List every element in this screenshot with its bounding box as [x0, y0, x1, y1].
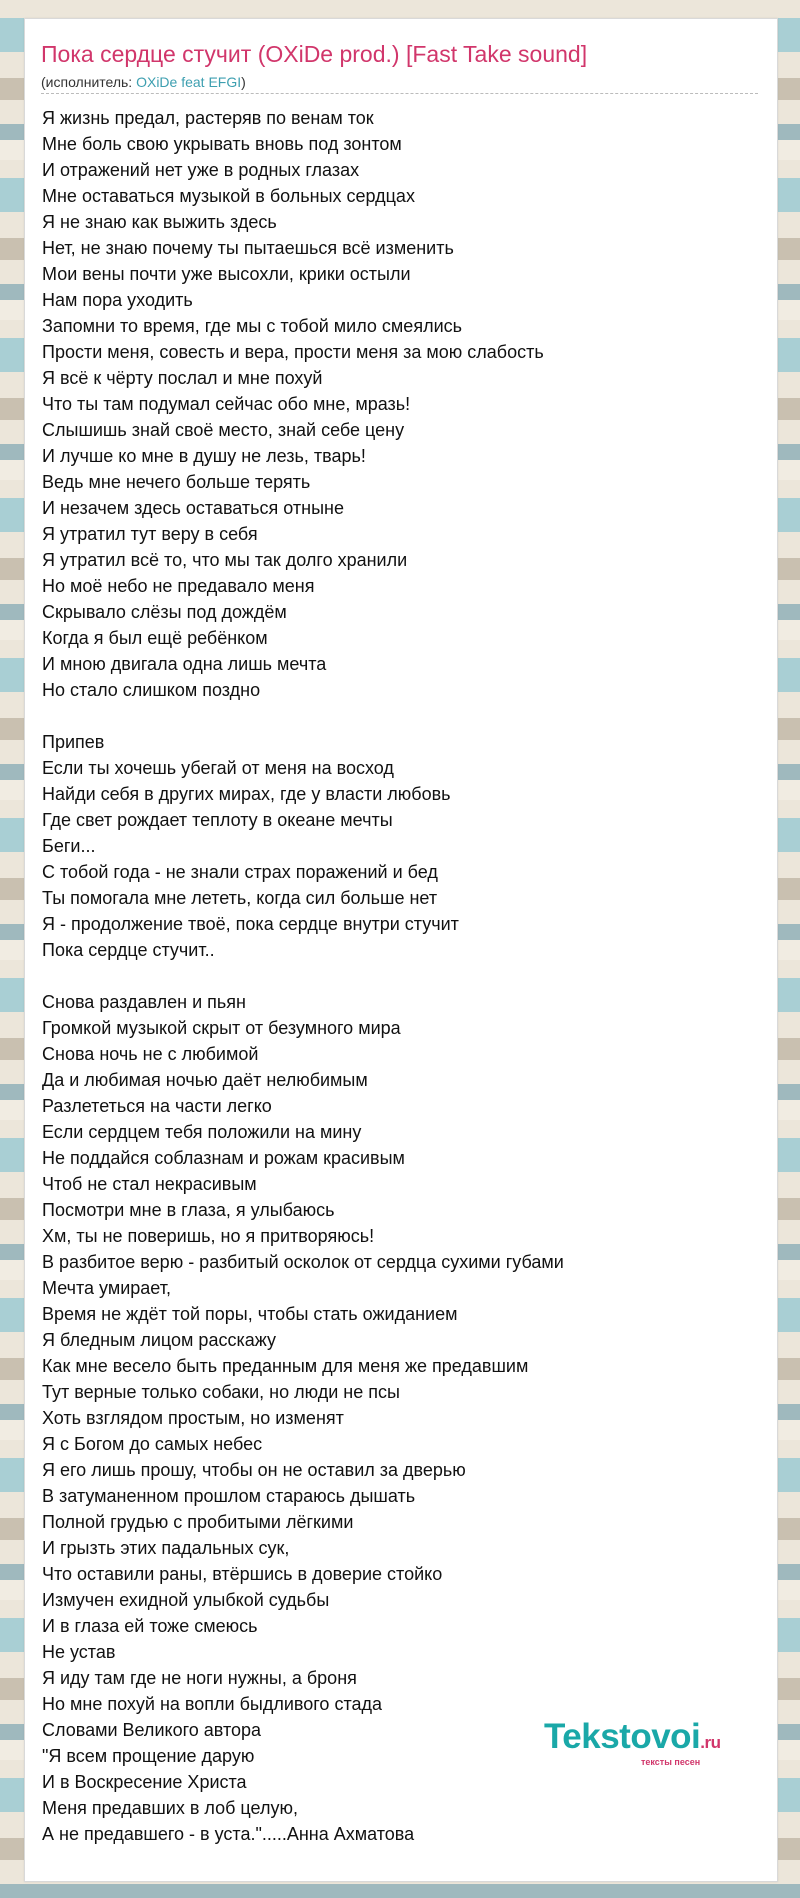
lyrics-line: Если ты хочешь убегай от меня на восход — [42, 758, 394, 778]
lyrics-line: Что ты там подумал сейчас обо мне, мразь! — [42, 394, 411, 414]
page-title: Пока сердце стучит (OXiDe prod.) [Fast Take sound] — [41, 41, 588, 67]
lyrics-line: Чтоб не стал некрасивым — [42, 1174, 257, 1194]
lyrics-line: Хм, ты не поверишь, но я притворяюсь! — [42, 1226, 375, 1246]
lyrics-line: И лучше ко мне в душу не лезь, тварь! — [42, 446, 366, 466]
lyrics-line: Полной грудью с пробитыми лёгкими — [42, 1512, 354, 1532]
lyrics-line: Я иду там где не ноги нужны, а броня — [42, 1668, 357, 1688]
lyrics-line: "Я всем прощение дарую — [42, 1746, 255, 1766]
lyrics-line: Снова раздавлен и пьян — [42, 992, 246, 1012]
lyrics-line: Время не ждёт той поры, чтобы стать ожиданием — [42, 1304, 458, 1324]
lyrics-line: Громкой музыкой скрыт от безумного мира — [42, 1018, 401, 1038]
divider — [41, 93, 758, 94]
lyrics-line: Я его лишь прошу, чтобы он не оставил за дверью — [42, 1460, 466, 1480]
lyrics-line: И незачем здесь оставаться отныне — [42, 498, 344, 518]
artist-prefix: (исполнитель: — [41, 74, 137, 90]
lyrics-line: Тут верные только собаки, но люди не псы — [42, 1382, 400, 1402]
lyrics-line: Я с Богом до самых небес — [42, 1434, 263, 1454]
lyrics-line: Я бледным лицом расскажу — [42, 1330, 276, 1350]
lyrics-line: Прости меня, совесть и вера, прости меня за мою слабость — [42, 342, 544, 362]
lyrics-line: Слышишь знай своё место, знай себе цену — [42, 420, 405, 440]
lyrics-text — [42, 105, 757, 1847]
lyrics-line: Припев — [42, 732, 105, 752]
lyrics-line: Но стало слишком поздно — [42, 680, 261, 700]
logo-name: Tekstovoi — [544, 1717, 701, 1756]
lyrics-line: Я утратил тут веру в себя — [42, 524, 258, 544]
lyrics-line: Если сердцем тебя положили на мину — [42, 1122, 362, 1142]
lyrics-line: Измучен ехидной улыбкой судьбы — [42, 1590, 330, 1610]
lyrics-line: Словами Великого автора — [42, 1720, 262, 1740]
lyrics-line: Я не знаю как выжить здесь — [42, 212, 277, 232]
artist-line — [41, 74, 246, 90]
lyrics-line: Я всё к чёрту послал и мне похуй — [42, 368, 323, 388]
lyrics-line: Запомни то время, где мы с тобой мило смеялись — [42, 316, 463, 336]
lyrics-line: Где свет рождает теплоту в океане мечты — [42, 810, 393, 830]
lyrics-line: Но мне похуй на вопли быдливого стада — [42, 1694, 383, 1714]
lyrics-line: Разлететься на части легко — [42, 1096, 272, 1116]
lyrics-line: И в глаза ей тоже смеюсь — [42, 1616, 258, 1636]
lyrics-line: Пока сердце стучит.. — [42, 940, 215, 960]
lyrics-line: Мне боль свою укрывать вновь под зонтом — [42, 134, 402, 154]
lyrics-line: Но моё небо не предавало меня — [42, 576, 315, 596]
lyrics-line: А не предавшего - в уста.".....Анна Ахматова — [42, 1824, 415, 1844]
lyrics-line: Ведь мне нечего больше терять — [42, 472, 311, 492]
lyrics-line: В затуманенном прошлом стараюсь дышать — [42, 1486, 416, 1506]
lyrics-line: Ты помогала мне лететь, когда сил больше нет — [42, 888, 438, 908]
lyrics-line: И грызть этих падальных сук, — [42, 1538, 290, 1558]
lyrics-line: Когда я был ещё ребёнком — [42, 628, 268, 648]
lyrics-line: И мною двигала одна лишь мечта — [42, 654, 327, 674]
lyrics-card — [24, 18, 778, 1882]
logo-tld: .ru — [700, 1733, 721, 1752]
lyrics-line: Я - продолжение твоё, пока сердце внутри стучит — [42, 914, 459, 934]
lyrics-line: И отражений нет уже в родных глазах — [42, 160, 360, 180]
lyrics-line: Посмотри мне в глаза, я улыбаюсь — [42, 1200, 335, 1220]
lyrics-line: Не устав — [42, 1642, 116, 1662]
lyrics-line: С тобой года - не знали страх поражений и бед — [42, 862, 438, 882]
artist-suffix: ) — [241, 74, 246, 90]
lyrics-line: Мне оставаться музыкой в больных сердцах — [42, 186, 415, 206]
lyrics-line: Найди себя в других мирах, где у власти любовь — [42, 784, 451, 804]
lyrics-line: Мечта умирает, — [42, 1278, 171, 1298]
lyrics-line: Мои вены почти уже высохли, крики остыли — [42, 264, 411, 284]
lyrics-line: Что оставили раны, втёршись в доверие стойко — [42, 1564, 443, 1584]
site-logo[interactable] — [544, 1717, 721, 1757]
lyrics-line: Снова ночь не с любимой — [42, 1044, 259, 1064]
lyrics-blank-line — [42, 963, 757, 989]
artist-link[interactable]: OXiDe feat EFGI — [136, 74, 242, 90]
lyrics-line: В разбитое верю - разбитый осколок от сердца сухими губами — [42, 1252, 564, 1272]
lyrics-blank-line — [42, 703, 757, 729]
lyrics-line: Меня предавших в лоб целую, — [42, 1798, 298, 1818]
lyrics-line: Скрывало слёзы под дождём — [42, 602, 287, 622]
lyrics-line: Нам пора уходить — [42, 290, 193, 310]
logo-tagline: тексты песен — [641, 1757, 701, 1767]
lyrics-line: Беги... — [42, 836, 96, 856]
lyrics-line: Нет, не знаю почему ты пытаешься всё изменить — [42, 238, 454, 258]
lyrics-line: Да и любимая ночью даёт нелюбимым — [42, 1070, 368, 1090]
lyrics-line: Я утратил всё то, что мы так долго хранили — [42, 550, 408, 570]
lyrics-line: Хоть взглядом простым, но изменят — [42, 1408, 344, 1428]
lyrics-line: И в Воскресение Христа — [42, 1772, 247, 1792]
lyrics-line: Как мне весело быть преданным для меня же предавшим — [42, 1356, 529, 1376]
lyrics-line: Я жизнь предал, растеряв по венам ток — [42, 108, 374, 128]
lyrics-line: Не поддайся соблазнам и рожам красивым — [42, 1148, 405, 1168]
